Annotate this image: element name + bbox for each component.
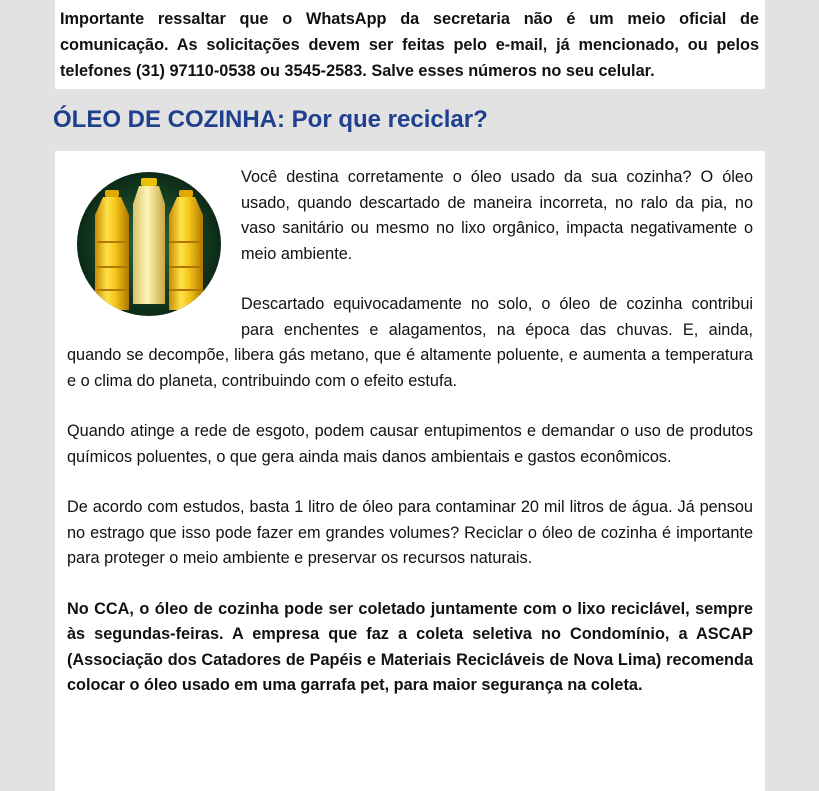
oil-bottles-image	[77, 172, 221, 316]
notice-text: Importante ressaltar que o WhatsApp da secretaria não é um meio oficial de comunicação. As solicitações devem ser feitas pelo e-mail, já mencionado, ou pelos telefones (31) 97110-0538 ou 3545-2583. Salve esses números no seu celular.	[60, 10, 759, 80]
article-paragraph-2: Descartado equivocadamente no solo, o óleo de cozinha contribui para enchentes e alagamentos, na época das chuvas. E, ainda, quando se decompõe, libera gás metano, que é altamente poluente, e aumenta a temperatura e o clima do planeta, contribuindo com o efeito estufa.	[67, 295, 753, 390]
article-body	[55, 151, 765, 791]
notice-box	[55, 0, 765, 89]
article-paragraph-1: Você destina corretamente o óleo usado da sua cozinha? O óleo usado, quando descartado de maneira incorreta, no ralo da pia, no vaso sanitário ou mesmo no lixo orgânico, impacta negativamente o meio ambiente.	[241, 168, 753, 263]
article-paragraph-4: De acordo com estudos, basta 1 litro de óleo para contaminar 20 mil litros de água. Já pensou no estrago que isso pode fazer em grandes volumes? Reciclar o óleo de cozinha é importante para proteger o meio ambiente e preservar os recursos naturais.	[67, 498, 753, 567]
article-paragraph-3: Quando atinge a rede de esgoto, podem causar entupimentos e demandar o uso de produtos químicos poluentes, o que gera ainda mais danos ambientais e gastos econômicos.	[67, 422, 753, 466]
article-paragraph-5: No CCA, o óleo de cozinha pode ser coletado juntamente com o lixo reciclável, sempre às segundas-feiras. A empresa que faz a coleta seletiva no Condomínio, a ASCAP (Associação dos Catadores de Papéis e Materiais Recicláveis de Nova Lima) recomenda colocar o óleo usado em uma garrafa pet, para maior segurança na coleta.	[67, 599, 753, 694]
section-title: ÓLEO DE COZINHA: Por que reciclar?	[53, 106, 488, 133]
